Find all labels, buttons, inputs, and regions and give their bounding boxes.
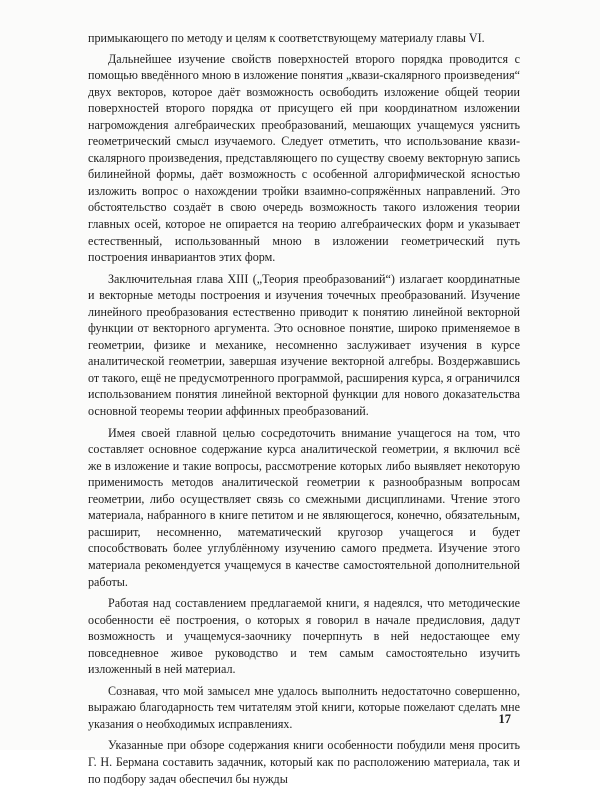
paragraph-problem-book: Указанные при обзоре содержания книги особенности побудили меня просить Г. Н. Бермана составить задачник, который как по расположению материала, так и по подбору задач обеспечил бы нужды (88, 738, 520, 786)
paragraph-gratitude: Сознавая, что мой замысел мне удалось выполнить недостаточно совершенно, выражаю благодарность тем читателям этой книги, которые пожелают сделать мне указания о необходимых исправлениях. (88, 683, 520, 731)
body-text (88, 30, 520, 787)
page-number: 17 (498, 712, 511, 726)
paragraph-working-on-book: Работая над составлением предлагаемой книги, я надеялся, что методические особенности её построения, о которых я говорил в начале предисловия, дадут возможность и учащемуся-заочнику почерпнуть в ней недостающее ему повседневное живое руководство и тем самым самостоятельно изучить изложенный в ней материал. (88, 596, 520, 677)
paragraph-continuation: примыкающего по методу и целям к соответствующему материалу главы VI. (88, 31, 485, 45)
paragraph-quasi-scalar-product: Дальнейшее изучение свойств поверхностей второго порядка проводится с помощью введённого мною в изложение понятия „квази-скалярного произведения“ двух векторов, которое даёт возможность освободить изложение общей теории поверхностей второго порядка от присущего ей при координатном изложении нагромождения алгебраических преобразований, мешающих учащемуся уяснить геометрический смысл изучаемого. Следует отметить, что использование квази-скалярного произведения, представляющего по существу своему векторную запись билинейной формы, даёт возможность с особенной алгорифмической ясностью изложить вопрос о нахождении тройки взаимно-сопряжённых направлений. Это обстоятельство создаёт в свою очередь возможность такого изложения теории главных осей, которое не опирается на теорию алгебраических форм и указывает естественный, использованный мною в изложении геометрический путь построения инвариантов этих форм. (88, 51, 520, 265)
paragraph-chapter-xiii: Заключительная глава XIII („Теория преобразований“) излагает координатные и векторные методы построения и изучения точечных преобразований. Изучение линейного преобразования естественно приводит к понятию линейной векторной функции от векторного аргумента. Это основное понятие, широко применяемое в геометрии, физике и механике, несомненно заслуживает изучения в курсе аналитической геометрии, завершая изучение векторной алгебры. Воздержавшись от такого, ещё не предусмотренного программой, расширения курса, я ограничился использованием понятия линейной векторной функции для нового доказательства основной теоремы теории аффинных преобразований. (88, 271, 520, 419)
paragraph-main-goal: Имея своей главной целью сосредоточить внимание учащегося на том, что составляет основное содержание курса аналитической геометрии, я включил всё же в изложение и такие вопросы, рассмотрение которых либо выявляет некоторую применимость методов аналитической геометрии к разнообразным вопросам геометрии, либо осуществляет связь со смежными дисциплинами. Чтение этого материала, набранного в книге петитом и не являющегося, конечно, обязательным, расширит, несомненно, математический кругозор учащегося и будет способствовать более углублённому изучению самого предмета. Изучение этого материала рекомендуется учащемуся в качестве самостоятельной дополнительной работы. (88, 425, 520, 589)
